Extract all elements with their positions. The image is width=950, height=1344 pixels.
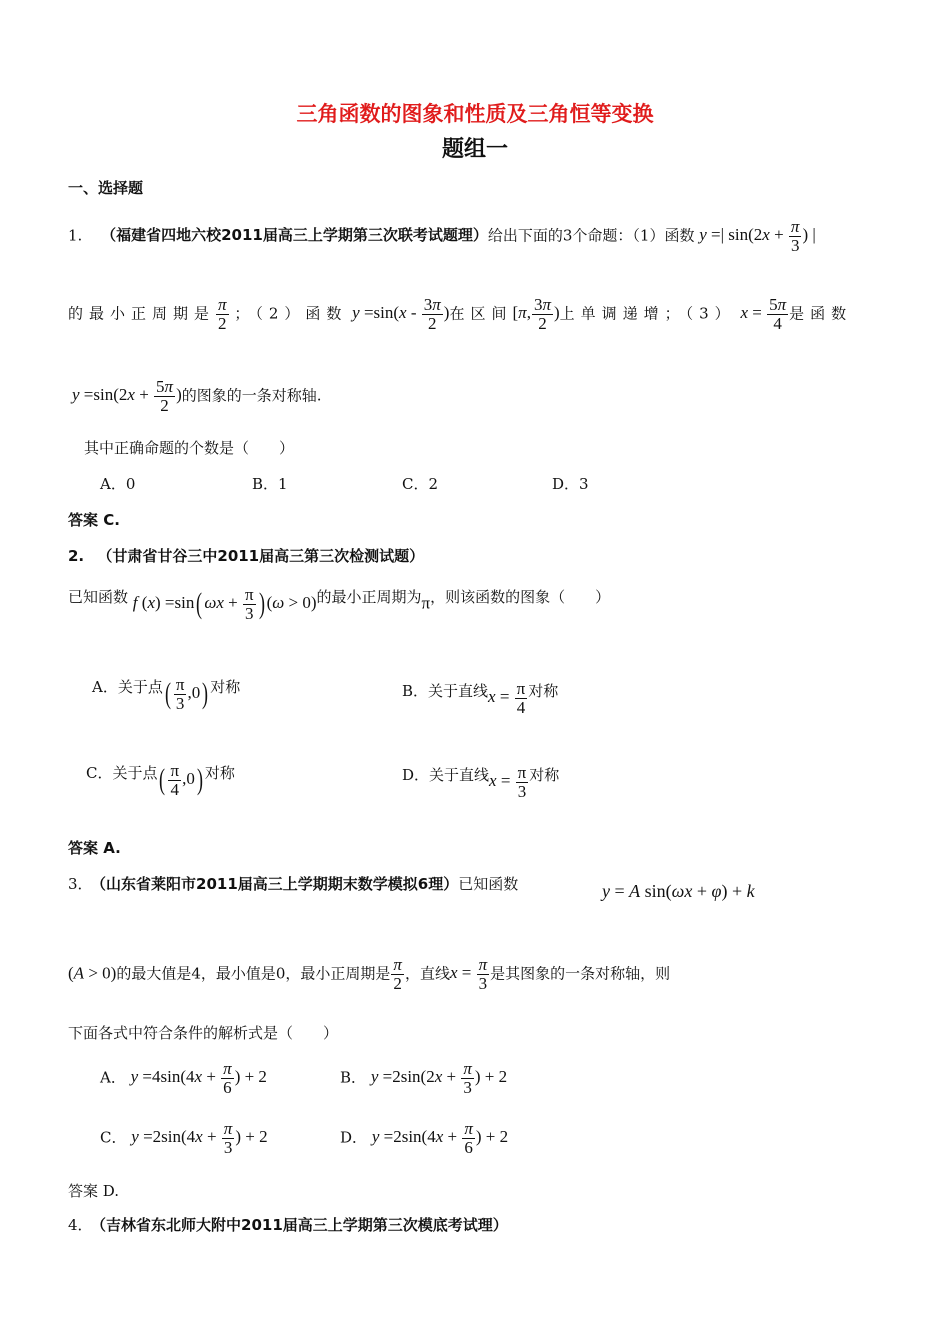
q3-formula: y = A sin(ωx + φ) + k [602,881,755,901]
q3-l2b: ，直线 [404,964,450,983]
q4-number: 4． [68,1216,93,1234]
q2-option-a-label: A．关于点 [92,678,163,696]
q3-option-c-formula: y =2sin(4x + $\frac{\pi}{3}$ ) + 2 [131,1119,268,1157]
q1-period-frac: $\frac{\pi}{2}$ [218,295,227,333]
q2-source: （甘肃省甘谷三中2011届高三第三次检测试题） [97,547,425,565]
q3-option-a[interactable] [100,1060,267,1097]
q4-header [68,1214,508,1235]
q1-answer: 答案 C. [68,511,120,529]
q1-interval: [π, $\frac{3\pi}{2}$ ) [512,295,560,333]
q3-source: （山东省莱阳市2011届高三上学期期末数学模拟6理） [98,875,459,893]
q3-option-d-label: D． [340,1128,368,1147]
q3-option-a-formula: y =4sin(4x + $\frac{\pi}{6}$ ) + 2 [130,1059,267,1097]
doc-subtitle: 题组一 [441,137,508,162]
q3-l2c: 是其图象的一条对称轴，则 [490,964,671,983]
section-heading: 一、选择题 [68,179,144,197]
q2-option-a-point: ( $\frac{\pi}{3}$ ,0) [164,675,209,713]
q1-l2-c: 在区间 [449,304,513,323]
q2-option-c[interactable] [86,762,235,799]
q2-option-c-point: ( $\frac{\pi}{4}$ ,0) [159,761,203,799]
q1-line3-tail: 的图象的一条对称轴. [181,386,322,405]
q3-header [68,873,518,894]
q2-option-b-label: B．关于直线 [402,682,489,700]
q1-option-d: D．3 [552,475,589,493]
q3-intro: 已知函数 [458,875,519,893]
q1-option-c: C．2 [402,475,439,493]
q2-option-b-sym: 对称 [528,682,559,700]
q3-number: 3． [68,875,93,893]
q3-line2 [68,956,670,993]
q3-cond: (A > 0) [68,963,117,983]
q2-formula: f (x) =sin( ωx + $\frac{\pi}{3}$ ) (ω > 0) [132,585,317,623]
q3-l2a: 的最大值是4，最小值是0，最小正周期是 [116,964,391,983]
q2-answer: 答案 A. [68,839,121,857]
q2-option-b-line: x = $\frac{\pi}{4}$ [488,679,526,717]
q2-option-b[interactable] [402,680,558,717]
q2-stem [68,586,610,623]
q1-line1 [68,218,816,255]
q2-option-d-label: D．关于直线 [402,766,490,784]
q2-option-c-label: C．关于点 [86,764,158,782]
q3-option-c-label: C． [100,1128,127,1147]
q2-number: 2. [68,547,85,565]
q3-option-d-formula: y =2sin(4x + $\frac{\pi}{6}$ ) + 2 [371,1119,509,1157]
q1-formula-1: y =| sin(2x + $\frac{\pi}{3}$ ) | [699,217,816,255]
q1-number: 1. [68,226,83,245]
q2-intro: 已知函数 [68,588,129,606]
q1-l2-a: 的最小正周期是 [68,304,216,323]
q3-option-d[interactable] [340,1120,508,1157]
q2-option-d-line: x = $\frac{\pi}{3}$ [489,763,527,801]
q3-option-a-label: A． [100,1068,126,1087]
q3-option-b[interactable] [340,1060,507,1097]
q2-option-a[interactable] [92,676,240,713]
q1-source: （福建省四地六校2011届高三上学期第三次联考试题理） [101,226,488,245]
q3-option-b-label: B． [340,1068,367,1087]
q3-option-c[interactable] [100,1120,268,1157]
doc-title: 三角函数的图象和性质及三角恒等变换 [296,102,654,126]
q2-option-d[interactable] [402,764,559,801]
q2-option-d-sym: 对称 [529,766,560,784]
q3-period-frac: $\frac{\pi}{2}$ [393,955,402,993]
q2-tail: ，则该函数的图象（ ） [430,588,611,606]
q1-l2-d: 上单调递增；（3） [559,304,736,323]
q2-pi: π [421,593,431,613]
q1-option-a: A．0 [100,475,136,493]
q1-option-b: B．1 [252,475,288,493]
q3-option-b-formula: y =2sin(2x + $\frac{\pi}{3}$ ) + 2 [370,1059,508,1097]
q4-source: （吉林省东北师大附中2011届高三上学期第三次模底考试理） [98,1216,508,1234]
q1-l2-e: 是函数 [789,304,853,323]
q2-option-c-sym: 对称 [204,764,235,782]
q2-mid: 的最小正周期为 [316,588,422,606]
q1-line3 [72,378,322,415]
q3-answer: 答案 D. [68,1182,120,1200]
q1-intro: 给出下面的3个命题：（1）函数 [487,226,695,245]
q3-axis: x = $\frac{\pi}{3}$ [449,955,488,993]
q2-option-a-sym: 对称 [210,678,241,696]
q1-l2-b: ；（2）函数 [234,304,348,323]
q1-formula-3: x = $\frac{5\pi}{4}$ [740,295,787,333]
q1-formula-2: y =sin(x - $\frac{3\pi}{2}$ ) [352,295,450,333]
q1-stem: 其中正确命题的个数是（ ） [84,439,295,457]
q2-header [68,545,424,566]
q1-line2 [68,296,852,333]
q3-stem: 下面各式中符合条件的解析式是（ ） [68,1024,339,1042]
q1-formula-4: y =sin(2x + $\frac{5\pi}{2}$ ) [72,377,182,415]
